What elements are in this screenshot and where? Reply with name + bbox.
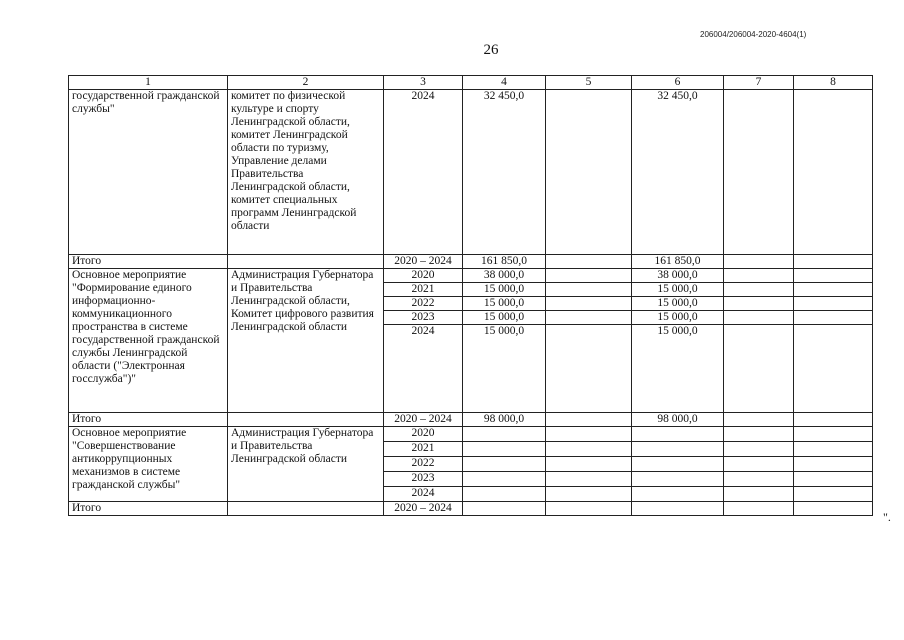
col7-value: [724, 487, 794, 502]
col4-value: 15 000,0: [463, 325, 546, 413]
year-cell: 2024: [384, 90, 463, 255]
col6-value: [632, 442, 724, 457]
year-cell: 2021: [384, 283, 463, 297]
col7-value: [724, 283, 794, 297]
col7-value: [724, 457, 794, 472]
empty-cell: [546, 413, 632, 427]
col7-value: [724, 90, 794, 255]
col8-value: [794, 283, 873, 297]
empty-cell: [632, 502, 724, 516]
col4-value: [463, 487, 546, 502]
col-header-3: 3: [384, 76, 463, 90]
year-cell: 2023: [384, 472, 463, 487]
col4-value: 32 450,0: [463, 90, 546, 255]
col-header-1: 1: [69, 76, 228, 90]
col4-value: [463, 442, 546, 457]
total-label: Итого: [69, 502, 228, 516]
col6-value: [632, 472, 724, 487]
page-number: 26: [483, 42, 499, 58]
col5-value: [546, 269, 632, 283]
col4-value: 15 000,0: [463, 311, 546, 325]
col5-value: [546, 90, 632, 255]
col4-value: 15 000,0: [463, 283, 546, 297]
col5-value: [546, 283, 632, 297]
activity-name: Основное мероприятие "Формирование единого информационно-коммуникационного пространства в системе государственной гражданской службы Ленинградской области ("Электронная госслужба")": [69, 269, 228, 413]
executor: комитет по физической культуре и спорту Ленинградской области, комитет Ленинградской области по туризму, Управление делами Правительства Ленинградской области, комитет специальных программ Ленинградской области: [228, 90, 384, 255]
col-header-7: 7: [724, 76, 794, 90]
col8-value: [794, 311, 873, 325]
col5-value: [546, 311, 632, 325]
col5-value: [546, 472, 632, 487]
year-cell: 2022: [384, 297, 463, 311]
budget-table: [68, 75, 873, 516]
col6-value: 32 450,0: [632, 90, 724, 255]
col4-value: [463, 427, 546, 442]
empty-cell: [228, 255, 384, 269]
col8-value: [794, 442, 873, 457]
col5-value: [546, 297, 632, 311]
empty-cell: [794, 255, 873, 269]
col6-value: [632, 457, 724, 472]
col5-value: [546, 427, 632, 442]
empty-cell: [724, 413, 794, 427]
executor: Администрация Губернатора и Правительства Ленинградской области, Комитет цифрового развития Ленинградской области: [228, 269, 384, 413]
col7-value: [724, 442, 794, 457]
col6-value: 15 000,0: [632, 311, 724, 325]
year-cell: 2020: [384, 427, 463, 442]
header-row: [69, 76, 873, 90]
col5-value: [546, 442, 632, 457]
total-col4: 98 000,0: [463, 413, 546, 427]
col7-value: [724, 311, 794, 325]
empty-cell: [794, 413, 873, 427]
col8-value: [794, 427, 873, 442]
year-cell: 2020: [384, 269, 463, 283]
col6-value: 15 000,0: [632, 325, 724, 413]
col7-value: [724, 297, 794, 311]
col7-value: [724, 472, 794, 487]
col8-value: [794, 457, 873, 472]
year-cell: 2023: [384, 311, 463, 325]
col4-value: [463, 457, 546, 472]
col7-value: [724, 325, 794, 413]
total-col6: 98 000,0: [632, 413, 724, 427]
total-label: Итого: [69, 413, 228, 427]
total-period: 2020 – 2024: [384, 255, 463, 269]
empty-cell: [228, 413, 384, 427]
table-row: [69, 90, 873, 255]
col6-value: [632, 427, 724, 442]
document-code: 206004/206004-2020-4604(1): [700, 30, 807, 39]
empty-cell: [546, 502, 632, 516]
col-header-5: 5: [546, 76, 632, 90]
col-header-4: 4: [463, 76, 546, 90]
table-row: [69, 427, 873, 442]
total-row: [69, 413, 873, 427]
executor: Администрация Губернатора и Правительства Ленинградской области: [228, 427, 384, 502]
col7-value: [724, 269, 794, 283]
col6-value: 38 000,0: [632, 269, 724, 283]
col4-value: 38 000,0: [463, 269, 546, 283]
col6-value: [632, 487, 724, 502]
total-row: [69, 502, 873, 516]
col-header-8: 8: [794, 76, 873, 90]
empty-cell: [228, 502, 384, 516]
col5-value: [546, 487, 632, 502]
col6-value: 15 000,0: [632, 297, 724, 311]
year-cell: 2021: [384, 442, 463, 457]
col7-value: [724, 427, 794, 442]
col8-value: [794, 269, 873, 283]
total-label: Итого: [69, 255, 228, 269]
activity-name: государственной гражданской службы": [69, 90, 228, 255]
activity-name: Основное мероприятие "Совершенствование антикоррупционных механизмов в системе гражданской службы": [69, 427, 228, 502]
col6-value: 15 000,0: [632, 283, 724, 297]
col8-value: [794, 297, 873, 311]
col-header-6: 6: [632, 76, 724, 90]
total-period: 2020 – 2024: [384, 502, 463, 516]
col4-value: 15 000,0: [463, 297, 546, 311]
col8-value: [794, 472, 873, 487]
year-cell: 2022: [384, 457, 463, 472]
year-cell: 2024: [384, 487, 463, 502]
col5-value: [546, 457, 632, 472]
empty-cell: [724, 255, 794, 269]
empty-cell: [724, 502, 794, 516]
col8-value: [794, 325, 873, 413]
end-quote-mark: ".: [883, 510, 891, 524]
col8-value: [794, 90, 873, 255]
col4-value: [463, 472, 546, 487]
empty-cell: [463, 502, 546, 516]
total-col4: 161 850,0: [463, 255, 546, 269]
empty-cell: [794, 502, 873, 516]
total-row: [69, 255, 873, 269]
col-header-2: 2: [228, 76, 384, 90]
year-cell: 2024: [384, 325, 463, 413]
table-row: [69, 269, 873, 283]
col8-value: [794, 487, 873, 502]
total-col6: 161 850,0: [632, 255, 724, 269]
col5-value: [546, 325, 632, 413]
total-period: 2020 – 2024: [384, 413, 463, 427]
empty-cell: [546, 255, 632, 269]
